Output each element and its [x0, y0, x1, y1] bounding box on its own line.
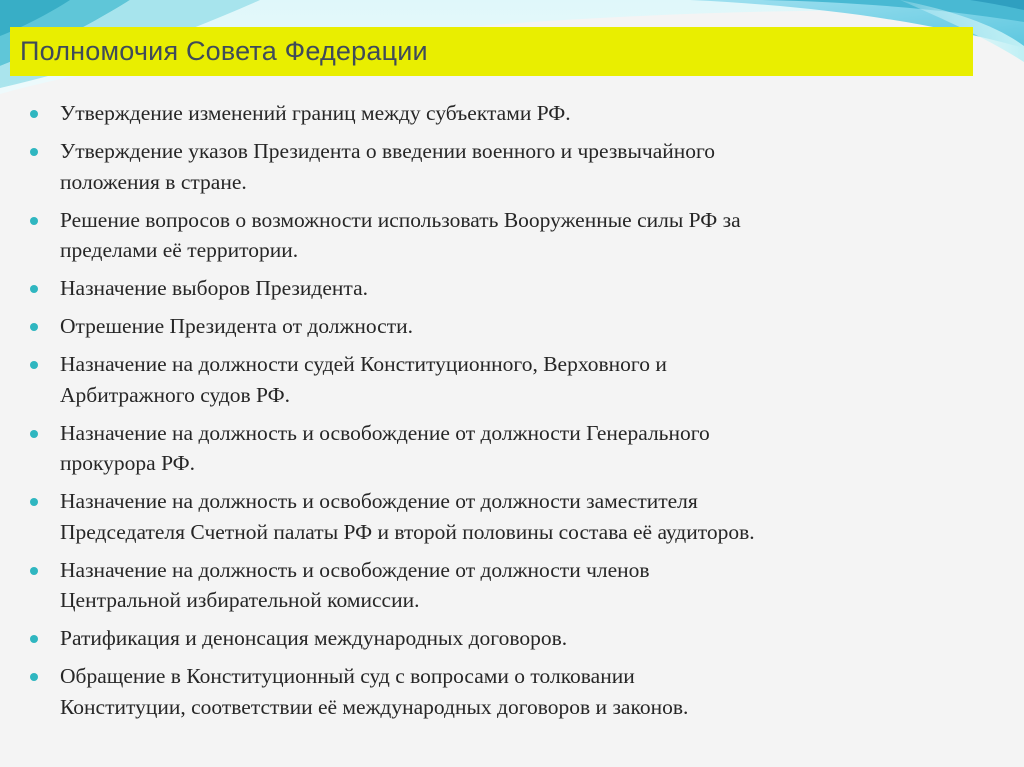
- bullet-dot-icon: [30, 361, 38, 369]
- bullet-dot-icon: [30, 217, 38, 225]
- bullet-dot-icon: [30, 673, 38, 681]
- bullet-dot-icon: [30, 498, 38, 506]
- bullet-dot-icon: [30, 148, 38, 156]
- title-bar: [10, 27, 973, 76]
- bullet-text: Отрешение Президента от должности.: [60, 314, 413, 338]
- bullet-dot-icon: [30, 110, 38, 118]
- bullet-dot-icon: [30, 567, 38, 575]
- bullet-item: [30, 623, 980, 654]
- bullet-dot-icon: [30, 635, 38, 643]
- bullet-item: [30, 555, 980, 616]
- bullet-item: [30, 349, 980, 410]
- bullet-item: [30, 205, 980, 266]
- bullet-text: Утверждение изменений границ между субъектами РФ.: [60, 101, 571, 125]
- bullet-text: Назначение на должности судей Конституционного, Верховного и Арбитражного судов РФ.: [60, 352, 667, 407]
- bullet-text: Решение вопросов о возможности использовать Вооруженные силы РФ за пределами её территории.: [60, 207, 741, 262]
- bullet-text: Утверждение указов Президента о введении военного и чрезвычайного положения в стране.: [60, 139, 716, 194]
- bullet-item: [30, 136, 980, 197]
- bullet-text: Назначение на должность и освобождение от должности членов Центральной избирательной комиссии.: [60, 557, 650, 612]
- bullet-text: Назначение на должность и освобождение от должности заместителя Председателя Счетной палаты РФ и второй половины состава её аудиторов.: [60, 489, 755, 544]
- bullet-text: Ратификация и денонсация международных договоров.: [60, 626, 568, 650]
- bullet-list: [30, 98, 980, 730]
- slide-title: Полномочия Совета Федерации: [20, 36, 428, 66]
- bullet-item: [30, 273, 980, 304]
- bullet-item: [30, 311, 980, 342]
- bullet-text: Назначение выборов Президента.: [60, 276, 368, 300]
- bullet-item: [30, 418, 980, 479]
- bullet-item: [30, 486, 980, 547]
- bullet-dot-icon: [30, 285, 38, 293]
- bullet-text: Обращение в Конституционный суд с вопросами о толковании Конституции, соответствии её международных договоров и законов.: [60, 664, 689, 719]
- bullet-item: [30, 661, 980, 722]
- bullet-text: Назначение на должность и освобождение от должности Генерального прокурора РФ.: [60, 420, 710, 475]
- bullet-item: [30, 98, 980, 129]
- bullet-dot-icon: [30, 430, 38, 438]
- bullet-dot-icon: [30, 323, 38, 331]
